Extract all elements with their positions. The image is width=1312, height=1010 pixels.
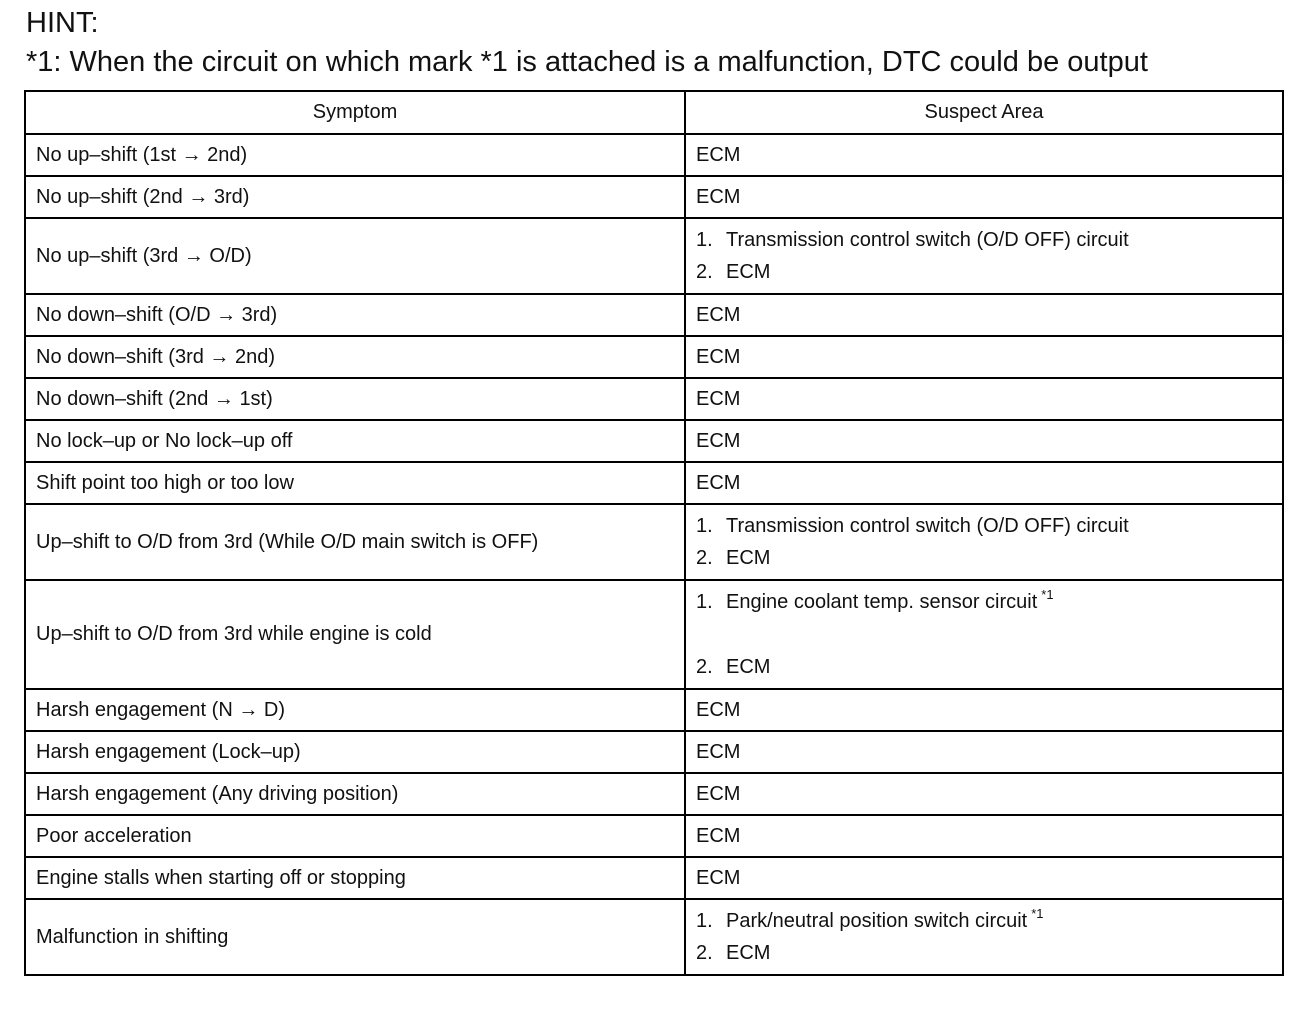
suspect-area-item (696, 261, 1272, 284)
table-row (25, 294, 1283, 336)
table-row (25, 378, 1283, 420)
item-text: ECM (726, 546, 771, 569)
table-row (25, 336, 1283, 378)
symptom-cell: No down–shift (3rd → 2nd) (25, 336, 685, 378)
symptom-cell: Malfunction in shifting (25, 899, 685, 975)
suspect-area-cell (685, 580, 1283, 689)
symptom-cell: Harsh engagement (Any driving position) (25, 773, 685, 815)
symptom-cell: No down–shift (2nd → 1st) (25, 378, 685, 420)
suspect-area-item (696, 547, 1272, 570)
symptom-cell: Up–shift to O/D from 3rd (While O/D main switch is OFF) (25, 504, 685, 580)
suspect-area-item (696, 586, 1272, 614)
item-number: 1. (696, 228, 713, 251)
suspect-area-item (696, 942, 1272, 965)
hint-text: *1: When the circuit on which mark *1 is attached is a malfunction, DTC could be output (26, 46, 1148, 78)
suspect-area-cell: ECM (685, 815, 1283, 857)
suspect-area-cell: ECM (685, 420, 1283, 462)
suspect-area-cell (685, 899, 1283, 975)
hint-title: HINT: (26, 7, 99, 39)
item-text: ECM (726, 941, 771, 964)
symptom-cell: Up–shift to O/D from 3rd while engine is cold (25, 580, 685, 689)
symptom-cell: No up–shift (2nd → 3rd) (25, 176, 685, 218)
table-row (25, 773, 1283, 815)
table-row (25, 134, 1283, 176)
suspect-area-item (696, 656, 1272, 679)
suspect-area-cell: ECM (685, 294, 1283, 336)
table-body (25, 134, 1283, 975)
symptom-cell: Harsh engagement (N → D) (25, 689, 685, 731)
suspect-area-column-header: Suspect Area (685, 91, 1283, 134)
symptom-cell: No up–shift (1st → 2nd) (25, 134, 685, 176)
suspect-area-list (696, 229, 1272, 284)
symptom-cell: Harsh engagement (Lock–up) (25, 731, 685, 773)
table-row (25, 857, 1283, 899)
suspect-area-cell: ECM (685, 176, 1283, 218)
suspect-area-cell: ECM (685, 857, 1283, 899)
symptom-cell: No down–shift (O/D → 3rd) (25, 294, 685, 336)
suspect-area-item (696, 905, 1272, 933)
item-text: Park/neutral position switch circuit (726, 909, 1028, 932)
suspect-area-cell (685, 504, 1283, 580)
item-number: 2. (696, 941, 713, 964)
suspect-area-cell: ECM (685, 689, 1283, 731)
suspect-area-cell: ECM (685, 336, 1283, 378)
item-text: Transmission control switch (O/D OFF) circuit (726, 514, 1129, 537)
suspect-area-cell: ECM (685, 731, 1283, 773)
suspect-area-cell: ECM (685, 378, 1283, 420)
footnote-mark: *1 (1041, 586, 1054, 602)
symptom-cell: No up–shift (3rd → O/D) (25, 218, 685, 294)
symptom-cell: Shift point too high or too low (25, 462, 685, 504)
table-row (25, 504, 1283, 580)
symptom-cell: Poor acceleration (25, 815, 685, 857)
item-number: 2. (696, 260, 713, 283)
item-number: 2. (696, 546, 713, 569)
table-header-row (25, 91, 1283, 134)
table-row (25, 689, 1283, 731)
suspect-area-cell (685, 218, 1283, 294)
item-text: ECM (726, 655, 771, 678)
item-number: 1. (696, 909, 713, 932)
suspect-area-cell: ECM (685, 134, 1283, 176)
table-row (25, 731, 1283, 773)
table-row (25, 176, 1283, 218)
table-row (25, 462, 1283, 504)
item-text: Transmission control switch (O/D OFF) circuit (726, 228, 1129, 251)
table-row (25, 815, 1283, 857)
footnote-mark: *1 (1031, 905, 1044, 921)
item-text: ECM (726, 260, 771, 283)
table-row (25, 580, 1283, 689)
item-number: 2. (696, 655, 713, 678)
suspect-area-item (696, 515, 1272, 538)
table-row (25, 420, 1283, 462)
item-number: 1. (696, 514, 713, 537)
symptom-column-header: Symptom (25, 91, 685, 134)
suspect-area-cell: ECM (685, 773, 1283, 815)
table-row (25, 899, 1283, 975)
suspect-area-item (696, 229, 1272, 252)
suspect-area-cell: ECM (685, 462, 1283, 504)
symptom-cell: No lock–up or No lock–up off (25, 420, 685, 462)
suspect-area-list (696, 515, 1272, 570)
suspect-area-list (696, 586, 1272, 679)
symptom-cell: Engine stalls when starting off or stopping (25, 857, 685, 899)
symptom-table (24, 90, 1284, 976)
suspect-area-list (696, 905, 1272, 965)
table-row (25, 218, 1283, 294)
item-number: 1. (696, 590, 713, 613)
item-text: Engine coolant temp. sensor circuit (726, 590, 1038, 613)
